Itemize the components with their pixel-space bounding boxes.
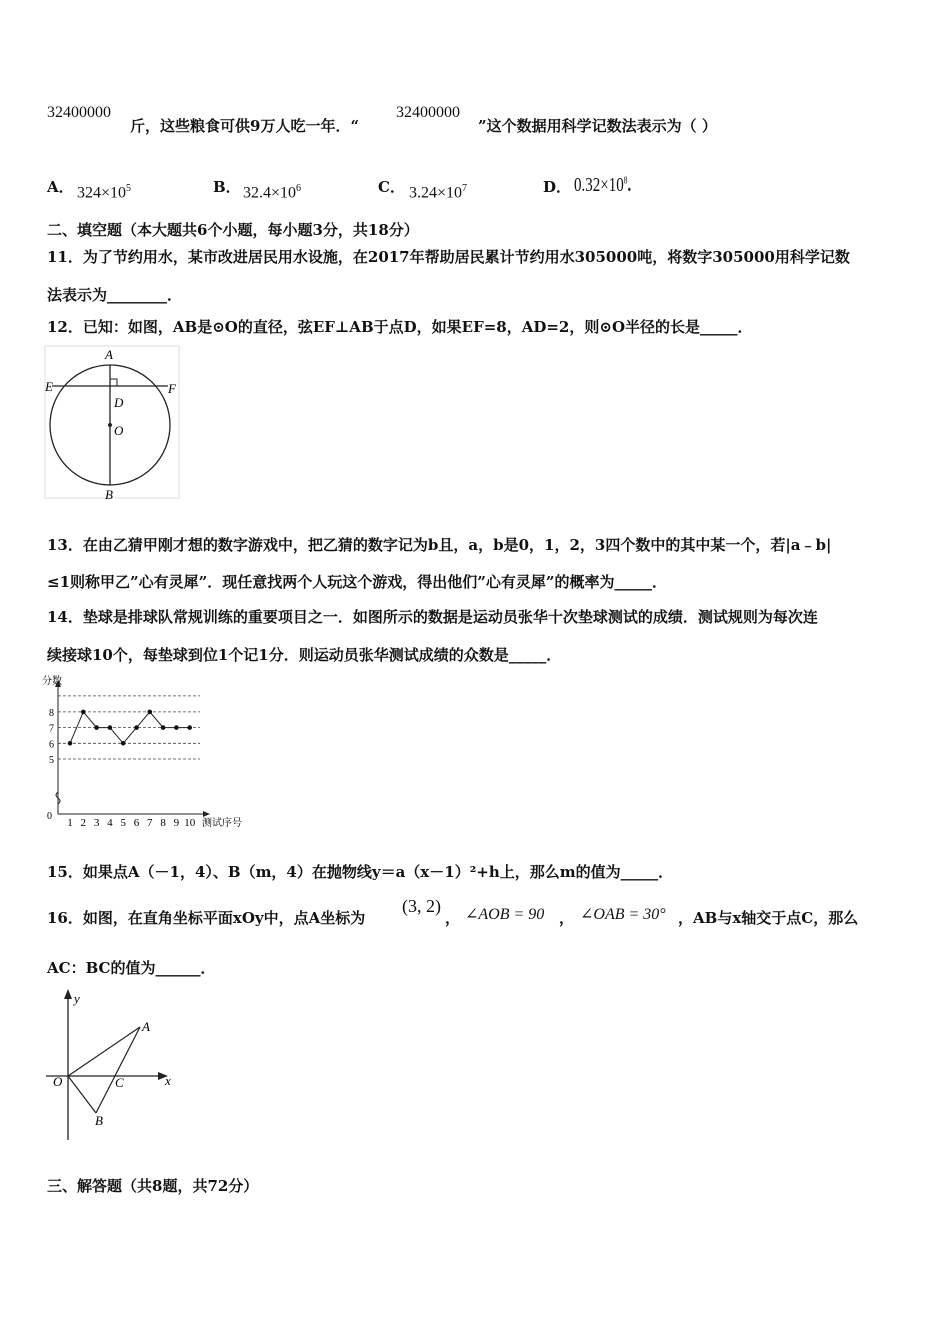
q16-label-a: A: [142, 1019, 150, 1034]
chart-x-tick-label-5: 5: [120, 817, 126, 829]
q12-text: 12．已知：如图，AB是⊙O的直径，弦EF⊥AB于点D，如果EF=8，AD=2，则⊙O半径的长是_____．: [47, 318, 753, 336]
q14-line-chart: [40, 670, 270, 830]
q10-option-c-value: $3.24\times 10^7$: [409, 183, 468, 202]
chart-point-8: [161, 725, 166, 730]
chart-point-5: [121, 741, 126, 746]
chart-point-1: [68, 741, 73, 746]
chart-point-10: [187, 725, 192, 730]
chart-x-tick-label-6: 6: [133, 817, 140, 829]
q10-option-a-value: $324\times 10^5$: [77, 183, 132, 202]
q13-line1: 13．在由乙猜甲刚才想的数字游戏中，把乙猜的数字记为b且，a，b是0，1，2，3四个数中的其中某一个，若|a﹣b|: [47, 536, 832, 554]
q10-option-d-value: $0.32\times 10^8$.: [574, 174, 632, 196]
chart-x-tick-label-3: 3: [93, 817, 100, 829]
q16-label-c: C: [115, 1075, 124, 1090]
q16-segment-ob: [68, 1076, 96, 1113]
chart-point-7: [148, 710, 153, 715]
q13-line2: ≤1则称甲乙”心有灵犀”．现任意找两个人玩这个游戏，得出他们”心有灵犀”的概率为_____．: [47, 573, 668, 591]
q16-coordinate-figure: [44, 985, 184, 1145]
q16-label-y: y: [74, 991, 80, 1006]
q16-text-suffix: ，AB与x轴交于点C，那么: [678, 909, 859, 927]
chart-point-3: [94, 725, 99, 730]
chart-point-4: [108, 725, 113, 730]
q10-number-a: 32400000: [47, 104, 111, 121]
q12-circle-figure: [44, 345, 184, 503]
q10-text-b: ”这个数据用科学记数法表示为（ ）: [478, 117, 717, 135]
q16-separator-2: ，: [559, 909, 575, 927]
q16-segment-oa: [68, 1027, 140, 1076]
q10-option-c-label: C．: [378, 178, 405, 196]
chart-y-tick-label-7: 7: [49, 723, 54, 735]
chart-x-tick-label-7: 7: [147, 817, 153, 829]
q14-line2: 续接球10个，每垫球到位1个记1分．则运动员张华测试成绩的众数是_____．: [47, 646, 562, 664]
q15-text: 15．如果点A（－1，4）、B（m，4）在抛物线y＝a（x－1）²+h上，那么m的值为_____．: [47, 863, 674, 881]
q12-label-b: B: [105, 487, 113, 502]
q11-line2: 法表示为________．: [47, 286, 183, 304]
q16-label-o: O: [53, 1074, 63, 1089]
chart-y-tick-label-6: 6: [49, 739, 54, 751]
chart-point-2: [81, 710, 86, 715]
q16-coordinate: (3, 2): [402, 896, 441, 916]
q10-option-b-label: B．: [213, 178, 241, 196]
q12-label-a: A: [105, 347, 113, 362]
chart-x-tick-label-10: 10: [184, 817, 196, 829]
q10-option-a-label: A．: [47, 178, 74, 196]
q16-line2: AC：BC的值为______．: [47, 959, 216, 977]
chart-y-axis-title: 分数: [42, 676, 62, 687]
q10-text-a: 斤，这些粮食可供9万人吃一年．“: [130, 117, 360, 135]
chart-point-6: [134, 725, 139, 730]
q12-label-d: D: [114, 395, 124, 410]
chart-point-9: [174, 725, 179, 730]
section-3-title: 三、解答题（共8题，共72分）: [47, 1177, 259, 1195]
chart-x-tick-label-4: 4: [107, 817, 113, 829]
q16-separator-1: ，: [445, 909, 461, 927]
chart-x-axis-title: 测试序号: [202, 818, 242, 829]
chart-x-tick-label-8: 8: [160, 817, 166, 829]
chart-y-tick-label-5: 5: [49, 755, 54, 766]
q10-option-d-label: D．: [543, 178, 572, 196]
q12-label-e: E: [45, 379, 53, 394]
q10-option-b-value: $32.4\times 10^6$: [243, 183, 302, 202]
q11-line1: 11．为了节约用水，某市改进居民用水设施，在2017年帮助居民累计节约用水305000吨，将数字305000用科学记数: [47, 248, 850, 266]
q16-segment-ab: [96, 1027, 140, 1113]
q12-center-point: [108, 423, 112, 427]
chart-x-tick-label-2: 2: [80, 817, 87, 829]
q16-label-b: B: [95, 1113, 103, 1128]
chart-y-tick-label-8: 8: [49, 707, 54, 719]
q12-figure-frame: [45, 346, 179, 498]
chart-x-tick-label-1: 1: [67, 817, 73, 829]
q16-angle-aob: ∠AOB = 90: [465, 906, 545, 923]
q10-number-b: 32400000: [396, 104, 460, 121]
q16-text-prefix: 16．如图，在直角坐标平面xOy中，点A坐标为: [47, 909, 366, 927]
q16-label-x: x: [165, 1073, 171, 1088]
q16-y-axis-arrow: [64, 989, 72, 999]
section-2-title: 二、填空题（本大题共6个小题，每小题3分，共18分）: [47, 221, 419, 239]
chart-x-axis-arrow: [203, 811, 210, 817]
q14-line1: 14．垫球是排球队常规训练的重要项目之一．如图所示的数据是运动员张华十次垫球测试的成绩．测试规则为每次连: [47, 608, 818, 626]
q16-angle-oab: ∠OAB = 30°: [580, 906, 666, 923]
q12-label-f: F: [168, 381, 176, 396]
chart-origin-label: 0: [47, 811, 52, 822]
chart-x-tick-label-9: 9: [173, 817, 180, 829]
q12-label-o: O: [114, 423, 124, 438]
